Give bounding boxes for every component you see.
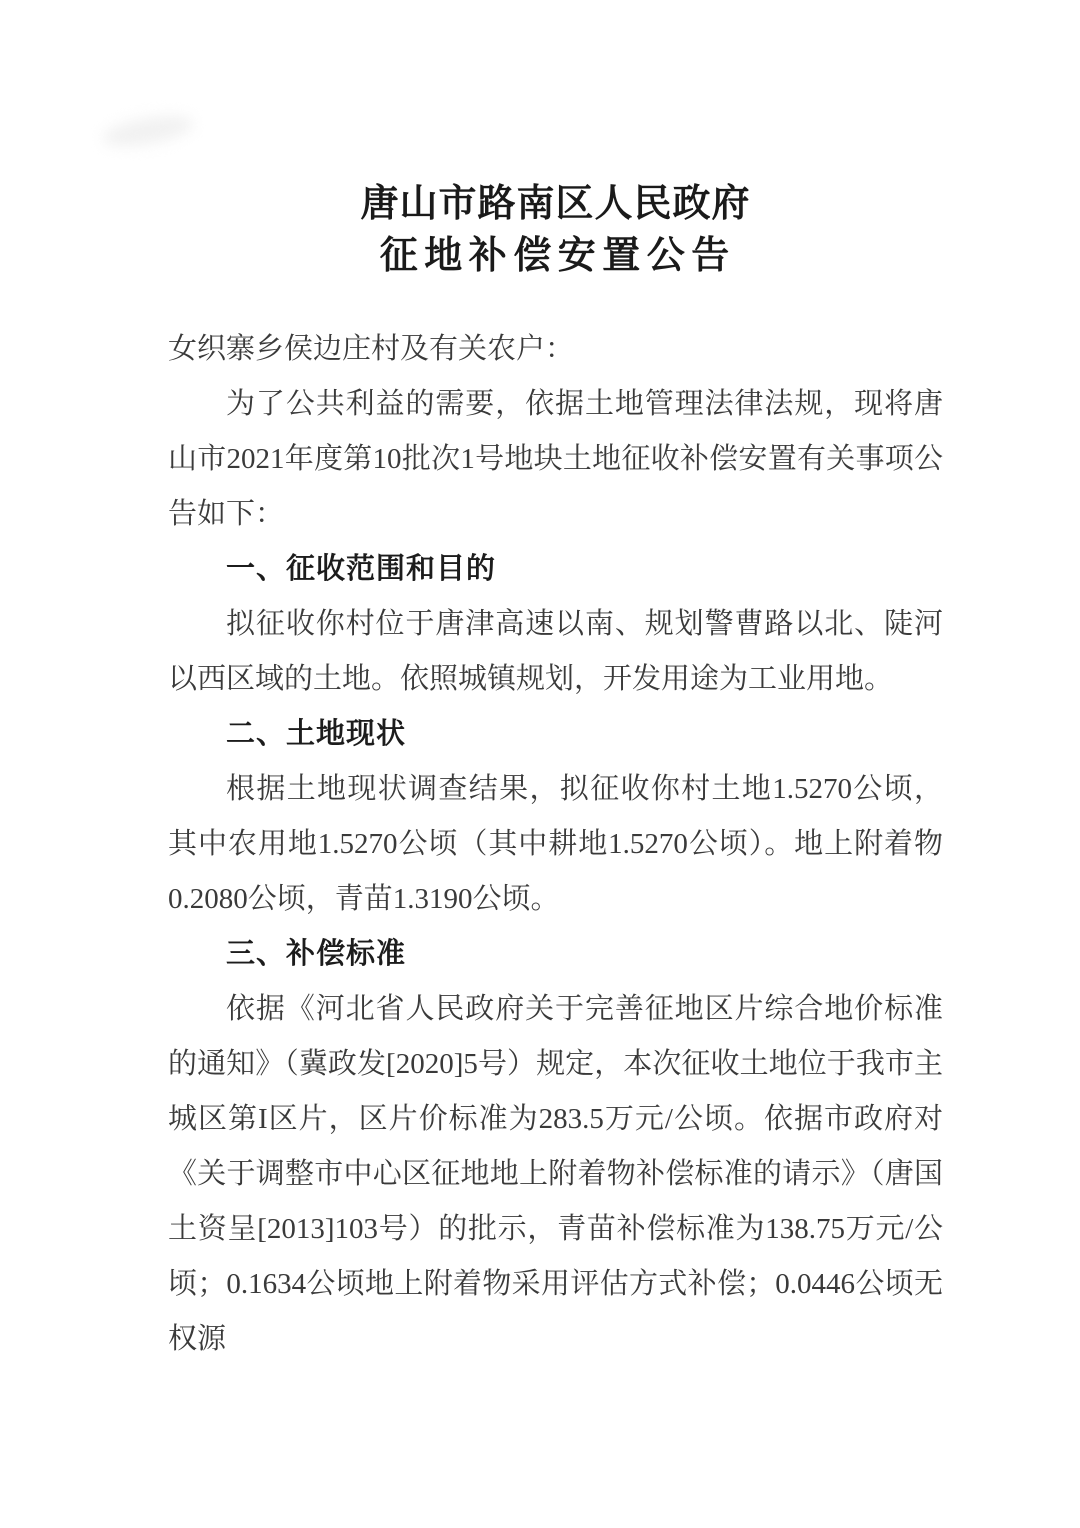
section-2-heading: 二、土地现状 [226,718,407,750]
document-title-line2: 征 地 补 偿 安 置 公 告 [379,235,732,277]
document-title-block [168,178,943,282]
section-3-body: 依据《河北省人民政府关于完善征地区片综合地价标准的通知》（冀政发[2020]5号）规定，本次征收土地位于我市主城区第I区片，区片价标准为283.5万元/公顷。依据市政府对《关于调整市中心区征地地上附着物补偿标准的请示》（唐国土资呈[2013]103号）的批示，青苗补偿标准为138.75万元/公顷；0.1634公顷地上附着物采用评估方式补偿；0.0446公顷无权源 [168,993,943,1355]
document-body [168,322,943,1367]
intro-paragraph: 为了公共利益的需要，依据土地管理法律法规，现将唐山市2021年度第10批次1号地块土地征收补偿安置有关事项公告如下： [168,388,943,530]
document-content [168,0,943,1367]
salutation-line: 女织寨乡侯边庄村及有关农户： [168,333,575,365]
section-3-heading: 三、补偿标准 [226,938,407,970]
document-title-line1: 唐山市路南区人民政府 [360,183,751,225]
section-2-body: 根据土地现状调查结果，拟征收你村土地1.5270公顷，其中农用地1.5270公顷（其中耕地1.5270公顷）。地上附着物0.2080公顷，青苗1.3190公顷。 [168,773,943,915]
section-1-heading: 一、征收范围和目的 [226,553,497,585]
section-1-body: 拟征收你村位于唐津高速以南、规划警曹路以北、陡河以西区域的土地。依照城镇规划，开发用途为工业用地。 [168,608,943,695]
